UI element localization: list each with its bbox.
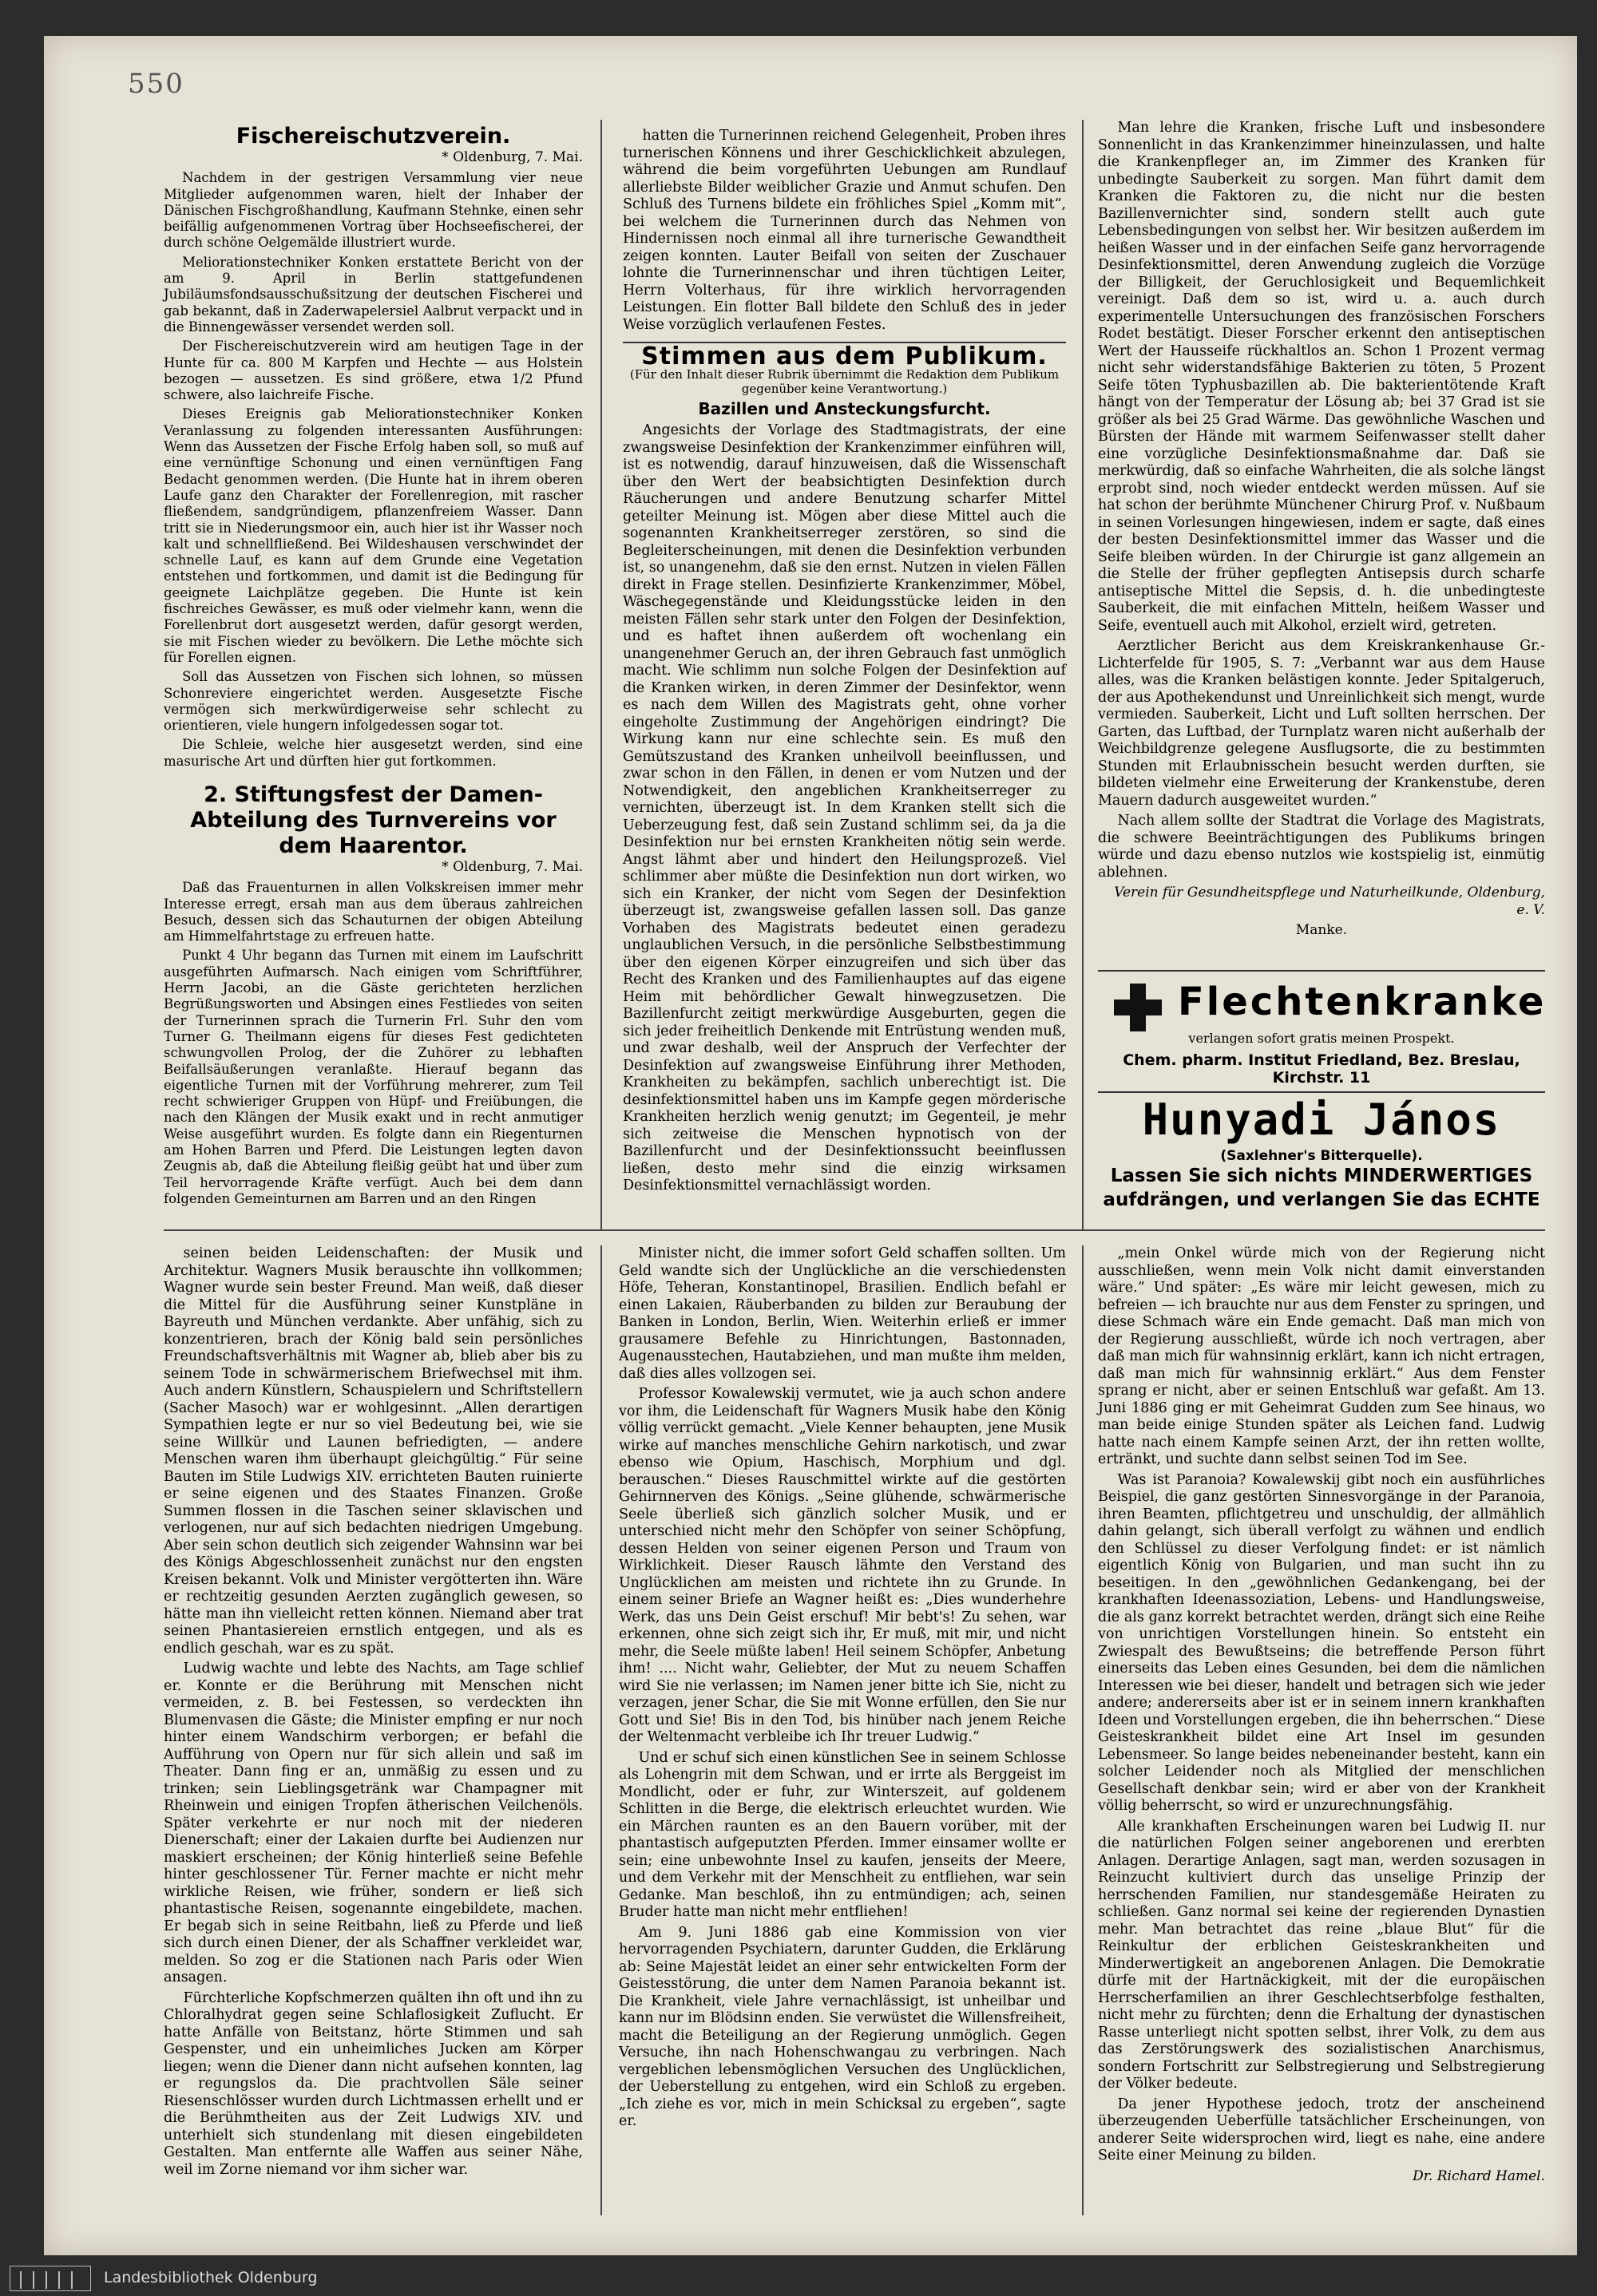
paragraph: Dieses Ereignis gab Meliorationstechniker Konken Veranlassung zu folgenden interessanten Ausführungen: Wenn das Aussetzen der Fische Erfolg haben soll, so muß auf eine vernünftige Schonung und einen vernünftigen Fang Bedacht genommen werden. (Die Hunte hat in ihrem oberen Laufe ganz den Charakter der Forellenregion, mit rascher fließendem, sandgründigem, pflanzenfreiem Wasser. Dann tritt sie in Niederungsmoor ein, auch hier ist ihr Wasser noch kalt und schnellfließend. Bei Wildeshausen verschwindet der schnelle Lauf, es kann auf dem Grunde eine Vegetation entstehen und fortkommen, und damit ist die Bedingung für geeignete Laichplätze gegeben. Die Hunte ist kein fischreiches Gewässer, es muß oder vielmehr kann, wenn die Forellenbrut dort ausgesetzt werden, dafür gesorgt werden, sie mit Fischen wieder zu bevölkern. Die Lethe möchte sich für Forellen eignen. bbox=[164, 406, 583, 665]
paragraph: Am 9. Juni 1886 gab eine Kommission von vier hervorragenden Psychiatern, darunter Gudden, die Erklärung ab: Seine Majestät leidet an einer sehr entwickelten Form der Geistesstörung, die unter dem Namen Paranoia bekannt ist. Die Krankheit, viele Jahre vernachlässigt, ist unheilbar und kann nur im Blödsinn enden. Sie verwüstet die Willensfreiheit, macht die Beteiligung an der Regierung unmöglich. Gegen Versuche, ihn nach Hohenschwangau zu verbringen. Nach vergeblichen lebensmöglichen Versuchen des Unglücklichen, der Ueberstellung zu entgehen, wird ein Schloß zu ergeben. „Ich ziehe es vor, mich in mein Schicksal zu ergeben“, sagte er. bbox=[619, 1924, 1066, 2129]
column-rule-1 bbox=[600, 120, 602, 1229]
subheading-bazillen: Bazillen und Ansteckungsfurcht. bbox=[698, 398, 991, 418]
ad-institute: Chem. pharm. Institut Friedland, Bez. Breslau, Kirchstr. 11 bbox=[1123, 1051, 1520, 1087]
paragraph: Alle krankhaften Erscheinungen waren bei Ludwig II. nur die natürlichen Folgen seiner angeborenen und ererbten Anlagen. Derartige Anlagen, sagt man, werden sozusagen in Reinzucht kultiviert durch das unselige Prinzip der herrschenden Familien, nur standesgemäße Heiraten zu schließen. Ganz normal sei keine der regierenden Dynastien mehr. Man betrachtet das reine „blaue Blut“ für die Reinkultur der erblichen Geisteskrankheiten und Minderwertigkeit an angeborenen Anlagen. Die Demokratie dürfe mit der Hartnäckigkeit, mit der die europäischen Herrscherfamilien an ihrer Geschlechtserbfolge festhalten, nicht mehr zu fürchten; denn die Erhaltung der dynastischen Rasse unterliegt nicht spotten selbst, ihrer Volk, zu dem aus das Zerstörungswerk des sozialistischen Anarchismus, sondern Fortschritt zur Selbstregierung und Selbstregierung der Völker bedeute. bbox=[1098, 1818, 1545, 2092]
paragraph: Meliorationstechniker Konken erstattete Bericht von der am 9. April in Berlin stattgefundenen Jubiläumsfondsausschußsitzung der deutschen Fischerei und gab bekannt, daß in Zaderwapelersiel Aalbrut verpackt und in die Binnengewässer versendet werden soll. bbox=[164, 254, 583, 335]
ad-subtitle: verlangen sofort gratis meinen Prospekt. bbox=[1188, 1031, 1455, 1046]
article-title-stiftungsfest: 2. Stiftungsfest der Damen-Abteilung des Turnvereins vor dem Haarentor. bbox=[190, 782, 557, 858]
dateline-1: * Oldenburg, 7. Mai. bbox=[442, 149, 583, 165]
paragraph: Punkt 4 Uhr begann das Turnen mit einem im Laufschritt ausgeführten Aufmarsch. Nach einigen vom Schriftführer, Herrn Jacobi, an die Gäste gerichteten herzlichen Begrüßungsworten und Absingen eines Festliedes von seiten der Turnerinnen sprach die Turnerin Frl. Suhr den vom Turner G. Theilmann eigens für dieses Fest gedichteten schwungvollen Prolog, der die Zuhörer zu lebhaften Beifallsäußerungen veranlaßte. Hierauf begann das eigentliche Turnen mit der Vorführung mehrerer, zum Teil recht schwieriger Gruppen von Hüpf- und Freiübungen, die nach den Klängen der Musik exakt und in recht anmutiger Weise ausgeführt wurden. Es folgte dann ein Riegenturnen am Hohen Barren und Pferd. Die Leistungen legten davon Zeugnis ab, daß die Abteilung fleißig geübt hat und über zum Teil hervorragende Kräfte verfügt. Auch bei dem dann folgenden Gemeinturnen am Barren und an den Ringen bbox=[164, 948, 583, 1206]
section-rule bbox=[164, 1229, 1545, 1231]
paragraph: Was ist Paranoia? Kowalewskij gibt noch ein ausführliches Beispiel, die ganz gestörten Sinnesvorgänge in der Paranoia, ihren Beamten, pflichtgetreu und unschuldig, der allmählich dahin gelangt, sich überall verfolgt zu wähnen und endlich den Schlüssel zu dieser Verfolgung findet: er ist nämlich eigentlich König von Bulgarien, und man sucht ihn zu beseitigen. In den „gewöhnlichen Gedankengang, bei der krankhaften Ideenassoziation, Lebens- und Handlungsweise, die als ganz korrekt betrachtet werden, drängt sich eine Reihe von unrichtigen Vorstellungen hinein. So entsteht ein Zwiespalt des Bewußtseins; die betreffende Person führt einerseits das Leben eines Gesunden, bei dem die nämlichen Interessen wie bei dieser, handelt und betragen sich wie jeder andere; andererseits aber ist er in seinem innern krankhaften Ideen und Vorstellungen ergeben, die ihn beherrschen.“ Diese Geisteskrankheit bildet eine Art Insel im gesunden Lebensmeer. So lange beides nebeneinander besteht, kann ein solcher Leidender noch als Mitglied der menschlichen Gesellschaft denkbar sein; wird er aber von der Krankheit völlig beherrscht, so wird er unzurechnungsfähig. bbox=[1098, 1471, 1545, 1814]
paragraph: „mein Onkel würde mich von der Regierung nicht ausschließen, wenn mein Volk nicht damit einverstanden wäre.“ Und später: „Es wäre mir leicht gewesen, mich zu befreien — ich brauchte nur aus dem Fenster zu springen, und diese Schmach wäre ein Ende gemacht. Daß man mich von der Regierung ausschließt, würde ich noch vertragen, aber daß man mich für wahnsinnig erklärt, kann ich nicht ertragen, daß man mich für wahnsinnig erklärt.“ Aus dem Fenster sprang er nicht, aber er seinen Entschluß war gefaßt. Am 13. Juni 1886 ging er mit Geheimrat Gudden zum See hinaus, wo man beide einige Stunden später als Leichen fand. Ludwig hatte nach einem Kampfe seinen Arzt, der ihn retten wollte, ertränkt, und suchte dann selbst seinen Tod im See. bbox=[1098, 1245, 1545, 1467]
paragraph: Da jener Hypothese jedoch, trotz der anscheinend überzeugenden Ueberfülle tatsächlicher Erscheinungen, von anderer Seite widersprochen wird, liegt es nahe, eine andere Seite einer Meinung zu bilden. bbox=[1098, 2096, 1545, 2163]
paragraph: Man lehre die Kranken, frische Luft und insbesondere Sonnenlicht in das Krankenzimmer hineinzulassen, und halte die Krankenpfleger an, im Zimmer des Kranken für unbedingte Sauberkeit zu sorgen. Man führt damit dem Kranken die Faktoren zu, die nicht nur die besten Bazillenvernichter sind, sondern stellt auch gute Lebensbedingungen von selbst her. Wir besitzen außerdem im heißen Wasser und in der einfachen Seife ganz hervorragende Desinfektionsmittel, deren Anwendung zugleich die Vorzüge der Billigkeit, der Geruchlosigkeit und Bequemlichkeit vereinigt. Daß dem so ist, wird u. a. auch durch experimentelle Untersuchungen des französischen Forschers Rodet bestätigt. Dieser Forscher erkennt den antiseptischen Wert der Hausseife rückhaltlos an. Schon 1 Prozent vermag nicht sehr widerstandsfähige Bakterien zu töten, 5 Prozent Seife töten Typhusbazillen ab. Die bakterientötende Kraft hängt von der Temperatur der Lösung ab; bei 37 Grad ist sie größer als bei 25 Grad Wärme. Das gewöhnliche Waschen und Bürsten der Hände mit warmem Seifenwasser stellt daher eine vorzügliche Desinfektionsmaßnahme dar. Daß sie merkwürdig, daß so einfache Wahrheiten, die als solche längst erprobt sind, noch wieder entdeckt werden müssen. Auf sie hat schon der berühmte Münchener Chirurg Prof. v. Nußbaum in seinen Vorlesungen hingewiesen, indem er sagte, daß eines der besten Desinfektionsmittel immer das Wasser und die Seife bleiben würden. In der Chirurgie ist ganz allgemein an die Stelle der früher gepflegten Antisepsis durch scharfe antiseptische Mittel die Sepsis, d. h. die unbedingteste Sauberkeit, die mit einfachen Mitteln, heißem Wasser und Seife, eventuell auch mit Alkohol, erzielt wird, getreten. bbox=[1098, 120, 1545, 634]
paragraph: Und er schuf sich einen künstlichen See in seinem Schlosse als Lohengrin mit dem Schwan, und er irrte als Berggeist im Mondlicht, oder er fuhr, zur Winterszeit, auf goldenem Schlitten in die Berge, die elektrisch erleuchtet wurden. Wie ein Märchen raunten es an den Bauern vorüber, mit der phantastisch aufgeputzten Pferden. Immer einsamer wollte er sein; eine unbewohnte Insel zu kaufen, jenseits der Meere, und dem Verkehr mit der Menschheit zu entfliehen, war sein Gedanke. Man beschloß, ihn zu entmündigen; ach, seinen Bruder hatte man nicht mehr entfliehen! bbox=[619, 1749, 1066, 1920]
bottom-column-2 bbox=[619, 1245, 1066, 2134]
ad-line-2: aufdrängen, und verlangen Sie das ECHTE bbox=[1103, 1190, 1540, 1210]
ad-line-1: Lassen Sie sich nichts MINDERWERTIGES bbox=[1110, 1166, 1533, 1186]
library-footer bbox=[0, 2259, 1597, 2296]
advertisement-hunyadi bbox=[1098, 1090, 1545, 1229]
signature-verein: Verein für Gesundheitspflege und Naturheilkunde, Oldenburg, e. V. bbox=[1114, 885, 1545, 918]
advertisement-flechtenkranke bbox=[1098, 970, 1545, 1093]
paragraph: Professor Kowalewskij vermutet, wie ja auch schon andere vor ihm, die Leidenschaft für Wagners Musik habe den König völlig verrückt gemacht. „Viele Kenner behaupten, jene Musik wirke auf manches menschliche Gehirn narkotisch, und zwar ebenso wie Opium, Haschisch, Morphium und dgl. berauschen.“ Dieses Rauschmittel wirkte auf die gestörten Gehirnnerven des Königs. „Seine glühende, schwärmerische Seele überließ sich gänzlich solcher Musik, und er unterschied nicht mehr den Schöpfer von seiner Schöpfung, dessen Helden von seiner eigenen Person und Traum von Wirklichkeit. Dieser Rausch lähmte den Verstand des Unglücklichen am meisten und richtete ihn zu Grunde. In einem seiner Briefe an Wagner heißt es: „Dies wunderhehre Werk, das uns Dein Geist erschuf! Mir bebt's! Zu sehen, war erkennen, ohne sich zeigt sich ihr, Er muß, mit mir, und nicht mehr, die Seele müßte laben! Heil seinem Schöpfer, Anbetung ihm! .... Nicht wahr, Geliebter, der Mut zu neuem Schaffen wird Sie nie verlassen; im Namen jener bitte ich Sie, nicht zu verzagen, jener Schar, die Sie mit Wonne erfüllen, den Sie nur Gott und Sie! Bis in den Tod, bis hinüber nach jenem Reiche der Weltenmacht verbleibe ich Ihr treuer Ludwig.“ bbox=[619, 1386, 1066, 1745]
signature-manke: Manke. bbox=[1295, 922, 1348, 938]
library-logo-icon bbox=[10, 2266, 91, 2291]
cross-icon bbox=[1114, 984, 1162, 1031]
column-3 bbox=[1098, 120, 1545, 943]
paragraph: Aerztlicher Bericht aus dem Kreiskrankenhause Gr.-Lichterfelde für 1905, S. 7: „Verbannt war aus dem Hause alles, was die Kranken belästigen konnte. Jeder Spitalgeruch, der aus Apothekendunst und Unreinlichkeit sich mengt, wurde vermieden. Sauberkeit, Licht und Luft sollten herrschen. Der Garten, das Luftbad, der Turnplatz waren nicht außerhalb der Weichbildgrenze gelegene Ausflugsorte, die zu bestimmten Stunden mit Erlaubnisschein besucht werden durften, sie bildeten vielmehr eine Erweiterung der Krankenstube, deren Mauern dadurch ausgeweitet wurden.“ bbox=[1098, 638, 1545, 809]
paragraph: seinen beiden Leidenschaften: der Musik und Architektur. Wagners Musik berauschte ihn vollkommen; Wagner wurde sein bester Freund. Man weiß, daß dieser die Mittel für die Ausführung seiner Kunstpläne in Bayreuth und München verdankte. Aber unfähig, sich zu konzentrieren, brach der König bald sein persönliches Freundschaftsverhältnis mit Wagner ab, blieb aber bis zu seinem Tode in schwärmerischem Briefwechsel mit ihm. Auch andern Künstlern, Schauspielern und Schriftstellern (Sacher Masoch) war er wohlgesinnt. „Allen derartigen Sympathien legte er nur so viel Bedeutung bei, wie sie seine Willkür und Launen befriedigten, — andere Menschen waren ihm überhaupt gleichgültig.“ Für seine Bauten im Stile Ludwigs XIV. errichteten Bauten ruinierte er seine eigenen und des Staates Finanzen. Große Summen flossen in die Taschen seiner sklavischen und verlogenen, nur auf sich bedachten niedrigen Umgebung. Aber sein schon deutlich sich zeigender Wahnsinn war bei des Königs Abgeschlossenheit zunächst nur den engsten Kreisen bekannt. Volk und Minister vergötterten ihn. Wäre er rechtzeitig gesunden Aerzten zugänglich gewesen, so hätte man ihn vielleicht retten können. Niemand aber trat seinen Phantasiereien ernstlich entgegen, und als es endlich geschah, war es zu spät. bbox=[164, 1245, 583, 1657]
column-rule-4 bbox=[1082, 1245, 1084, 2215]
dateline-2: * Oldenburg, 7. Mai. bbox=[442, 858, 583, 875]
paragraph: Die Schleie, welche hier ausgesetzt werden, sind eine masurische Art und dürften hier gut fortkommen. bbox=[164, 737, 583, 769]
article-title-fischerei: Fischereischutzverein. bbox=[236, 124, 511, 148]
column-rule-2 bbox=[1082, 120, 1084, 1229]
paragraph: Soll das Aussetzen von Fischen sich lohnen, so müssen Schonreviere eingerichtet werden. Ausgesetzte Fische vermögen sich merkwürdigerweise sehr schlecht zu orientieren, viele hungern infolgedessen sogar tot. bbox=[164, 669, 583, 734]
paragraph: Angesichts der Vorlage des Stadtmagistrats, der eine zwangsweise Desinfektion der Krankenzimmer einführen will, ist es notwendig, darauf hinzuweisen, daß die Wissenschaft über den Wert der beabsichtigten Desinfektion durch Räucherungen und andere Benutzung scharfer Mittel geteilter Meinung ist. Mögen aber diese Mittel auch die sogenannten Krankheitserreger zerstören, so sind die Begleiterscheinungen, mit denen die Desinfektion verbunden ist, so unangenehm, daß sie den ernst. Nutzen in vielen Fällen direkt in Frage stellen. Desinfizierte Krankenzimmer, Möbel, Wäschegegenstände und Kleidungsstücke leiden in den meisten Fällen sehr stark unter den Folgen der Desinfektion, und es haftet ihnen außerdem oft wochenlang ein unangenehmer Geruch an, der ihren Gebrauch fast unmöglich macht. Wie schlimm nun solche Folgen der Desinfektion auf die Kranken wirken, in deren Zimmer der Desinfektor, wenn es nach dem Willen des Magistrats geht, ohne vorher eingeholte Zustimmung der Angehörigen eindringt? Die Wirkung kann nur eine schlechte sein. Es muß den Gemütszustand des Kranken unheilvoll beeinflussen, und zwar schon in den Fällen, in denen er vom Nutzen und der Notwendigkeit, den angeblichen Krankheitserreger zu vernichten, überzeugt ist. In dem Kranken stellt sich die Ueberzeugung fest, daß sein Zustand schlimm sei, da ja die Desinfektion nur bei ernsten Krankheiten nötig sein werde. Angst lähmt aber und hindert den Heilungsprozeß. Viel schlimmer aber müßte die Desinfektion nun dort wirken, wo sich ein Kranker, der nicht vom Segen der Desinfektion überzeugt ist, zwangsweise gefallen lassen soll. Das ganze Vorhaben des Magistrats bedeutet einen geradezu unglaublichen Versuch, in die persönliche Selbstbestimmung über den eigenen Körper einzugreifen und sich über das Recht des Kranken und des Familienhauptes auf das eigene Heim mit behördlicher Gewalt hinwegzusetzen. Die Bazillenfurcht zeitigt merkwürdige Ausgeburten, gegen die sich jeder freiheitlich Denkende mit Entrüstung wenden muß, und zwar deshalb, weil der Anspruch der Verfechter der Desinfektion auf zwangsweise Einführung ihrer Methoden, Krankheiten zu bekämpfen, sachlich unberechtigt ist. Die desinfektionsmittel haben uns im Kampfe gegen mörderische Krankheiten herzlich wenig genutzt; im Gegenteil, je mehr sich zeitweise die Menschen hypnotisch von der Bazillenfurcht und der Desinfektionssucht beeinflussen ließen, desto mehr sind die einzig wirksamen Desinfektionsmittel vernachlässigt worden. bbox=[623, 422, 1066, 1194]
column-1 bbox=[164, 124, 583, 1210]
bottom-column-1 bbox=[164, 1245, 583, 2182]
signature-hamel: Dr. Richard Hamel. bbox=[1413, 2167, 1545, 2184]
ad-title: Flechtenkranke bbox=[1178, 980, 1547, 1024]
paragraph: Der Fischereischutzverein wird am heutigen Tage in der Hunte für ca. 800 M Karpfen und Hechte — aus Holstein bezogen — aussetzen. Es sind größere, etwa 1/2 Pfund schwere, also laichreife Fische. bbox=[164, 338, 583, 403]
section-title-publikum: Stimmen aus dem Publikum. bbox=[641, 342, 1048, 370]
paragraph: Minister nicht, die immer sofort Geld schaffen sollten. Um Geld wandte sich der Unglückliche an die verschiedensten Höfe, Teheran, Konstantinopel, Brasilien. Endlich befahl er einen Lakaien, Räuberbanden zu bilden zur Beraubung der Banken in London, Berlin, Wien. Weiterhin erließ er immer grausamere Befehle zu Hinrichtungen, Bastonnaden, Augenausstechen, Hautabziehen, und man mußte ihm melden, daß dies alles vollzogen sei. bbox=[619, 1245, 1066, 1382]
bottom-column-3 bbox=[1098, 1245, 1545, 2188]
paragraph: Fürchterliche Kopfschmerzen quälten ihn oft und ihn zu Chloralhydrat gegen seine Schlaflosigkeit Zuflucht. Er hatte Anfälle von Beitstanz, hörte Stimmen und sah Gespenster, und ein unheimliches Jucken am Körper liegen; wenn die Diener dann nicht aufsehen konnten, lag er regungslos da. Die prachtvollen Säle seiner Riesenschlösser wurden durch Lichtmassen erhellt und er die Berühmtheiten aus der Zeit Ludwigs XIV. und unterhielt sich stundenlang mit diesen eingebildeten Gestalten. Man entfernte alle Waffen aus seiner Nähe, weil im Zorne niemand vor ihm sicher war. bbox=[164, 1989, 583, 2178]
paragraph: hatten die Turnerinnen reichend Gelegenheit, Proben ihres turnerischen Könnens und ihrer Geschicklichkeit abzulegen, während die beim vorgeführten Uebungen am Rundlauf allerliebste Bilder weiblicher Grazie und Anmut schufen. Den Schluß des Turnens bildete ein fröhliches Spiel „Komm mit“, bei welchem die Turnerinnen durch das Nehmen von Hindernissen noch einmal all ihre turnerische Gewandtheit zeigen konnten. Lauter Beifall von seiten der Zuschauer lohnte die Turnerinnenschar und ihren tüchtigen Leiter, Herrn Volterhaus, für ihre wirklich hervorragenden Leistungen. Ein flotter Ball bildete den Schluß des in jeder Weise vorzüglich verlaufenen Festes. bbox=[623, 128, 1066, 333]
paragraph: Nachdem in der gestrigen Versammlung vier neue Mitglieder aufgenommen waren, hielt der Inhaber der Dänischen Fischgroßhandlung, Kaufmann Stehnke, einen sehr beifällig aufgenommenen Vortrag über Hochseefischerei, der durch schöne Oelgemälde illustriert wurde. bbox=[164, 170, 583, 251]
column-rule-3 bbox=[600, 1245, 602, 2215]
ad-title: Hunyadi János bbox=[1142, 1095, 1501, 1145]
paragraph: Nach allem sollte der Stadtrat die Vorlage des Magistrats, die schwere Beeinträchtigungen des Publikums bringen würde und dazu ebenso nutzlos wie kostspielig ist, einmütig ablehnen. bbox=[1098, 813, 1545, 881]
ad-subtitle: (Saxlehner's Bitterquelle). bbox=[1220, 1148, 1423, 1164]
paragraph: Daß das Frauenturnen in allen Volkskreisen immer mehr Interesse erregt, ersah man aus dem überaus zahlreichen Besuch, dessen sich das Schauturnen der obigen Abteilung am Himmelfahrtstage zu erfreuen hatte. bbox=[164, 880, 583, 944]
library-name: Landesbibliothek Oldenburg bbox=[104, 2269, 318, 2286]
page-number: 550 bbox=[128, 68, 184, 100]
disclaimer-note: (Für den Inhalt dieser Rubrik übernimmt die Redaktion dem Publikum gegenüber keine Verantwortung.) bbox=[629, 366, 1060, 396]
column-2 bbox=[623, 128, 1066, 1198]
paragraph: Ludwig wachte und lebte des Nachts, am Tage schlief er. Konnte er die Berührung mit Menschen nicht vermeiden, z. B. bei Festessen, so verdeckten ihn Blumenvasen die Gäste; die Minister empfing er nur noch hinter einem Wandschirm verborgen; er befahl die Aufführung von Opern nur für sich allein und saß im Theater. Dann fing er an, unmäßig zu essen und zu trinken; sein Lieblingsgetränk war Champagner mit Rheinwein und einigen Tropfen ätherischen Veilchenöls. Später verkehrte er nur noch mit der niederen Dienerschaft; einer der Lakaien durfte bei Audienzen nur maskiert erscheinen; der König hinterließ seine Befehle hinter geschlossener Tür. Ferner machte er nicht mehr wirkliche Reisen, wie früher, sondern er ließ sich phantastische Reisen, sogenannte eingebildete, machen. Er begab sich in seine Reitbahn, ließ zu Pferde und ließ sich durch einen Diener, der als Schaffner verkleidet war, melden. So zog er die Stationen nach Paris oder Wien ansagen. bbox=[164, 1661, 583, 1985]
